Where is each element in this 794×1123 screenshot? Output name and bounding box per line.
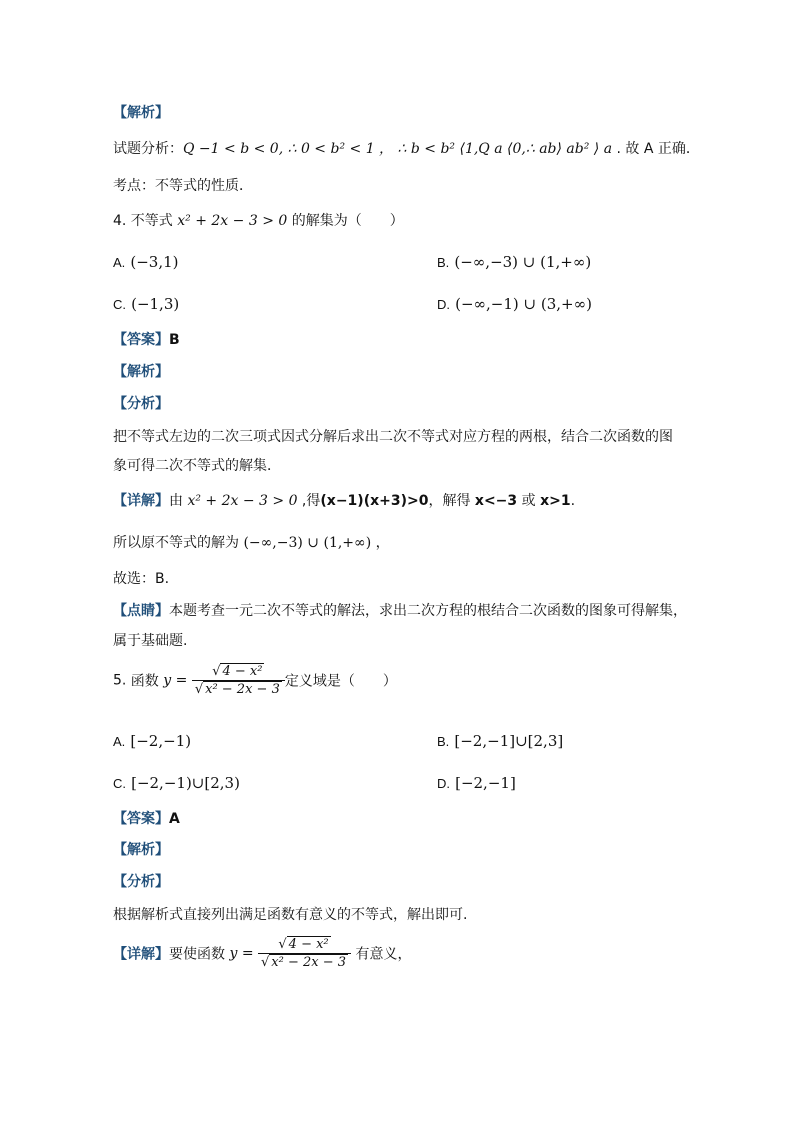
option-a[interactable] [113, 731, 191, 752]
option-letter: C. [113, 297, 126, 312]
dianjing-line-1 [113, 601, 687, 621]
analysis-math: Q −1 < b < 0, ∴ 0 < b² < 1 ， ∴ b < b² ⟨1,Q a ⟨0,∴ ab⟩ ab² ⟩ a [183, 141, 613, 157]
solution-text: 所以原不等式的解为 [113, 535, 244, 551]
sqrt-radicand: x² − 2x − 3 [271, 955, 347, 970]
xiangjie-text: 要使函数 [169, 946, 230, 963]
option-value: (−3,1) [130, 253, 179, 271]
xiangjie-text: 由 [169, 493, 188, 509]
option-c[interactable] [113, 294, 179, 315]
xiangjie-text: . [570, 493, 576, 509]
fraction-numerator: √ 4 − x² [212, 664, 263, 679]
xiangjie-line [113, 937, 411, 970]
section-tag-xiangjie: 【详解】 [113, 946, 169, 963]
y-equals: y = [163, 672, 188, 689]
section-tag-jiexi: 【解析】 [113, 364, 169, 380]
fenxi-text-line-2: 象可得二次不等式的解集． [113, 458, 281, 474]
sqrt-radicand: 4 − x² [222, 664, 263, 679]
option-value: [−2,−1) [130, 732, 192, 750]
option-value: (−∞,−3) ∪ (1,+∞) [454, 253, 592, 271]
solution-line [113, 533, 390, 553]
xiangjie-math: x² + 2x − 3 > 0 [187, 493, 298, 509]
option-d[interactable] [437, 294, 592, 315]
xiangjie-text: ，解得 [428, 493, 475, 509]
solution-math: (−∞,−3) ∪ (1,+∞) [243, 535, 372, 551]
question-5-stem [113, 664, 397, 697]
option-letter: B. [437, 255, 450, 270]
xiangjie-root-1: x<−3 [474, 493, 518, 509]
sqrt-radicand: 4 − x² [288, 937, 329, 952]
fraction [192, 664, 285, 697]
option-value: (−1,3) [131, 295, 180, 313]
analysis-line [113, 139, 700, 159]
option-letter: C. [113, 776, 126, 791]
option-value: [−2,−1)∪[2,3) [131, 774, 240, 792]
option-c[interactable] [113, 773, 240, 794]
xiangjie-line [113, 491, 575, 511]
fraction-numerator: √ 4 − x² [278, 937, 329, 952]
solution-text: ， [371, 535, 390, 551]
section-tag-fenxi: 【分析】 [113, 396, 169, 412]
xiangjie-factored: (x−1)(x+3)>0 [320, 493, 429, 509]
fraction [258, 937, 351, 970]
option-letter: A. [113, 734, 126, 749]
option-value: [−2,−1] [455, 774, 516, 792]
analysis-suffix: . 故 A 正确． [612, 141, 700, 157]
option-letter: D. [437, 776, 450, 791]
section-tag-dianjing: 【点睛】 [113, 603, 169, 619]
option-b[interactable] [437, 252, 591, 273]
choice-line: 故选：B. [113, 571, 170, 587]
answer-line [113, 330, 180, 350]
section-tag-jiexi: 【解析】 [113, 842, 169, 858]
analysis-prefix: 试题分析： [113, 141, 183, 157]
option-letter: B. [437, 734, 450, 749]
section-tag-jiexi: 【解析】 [113, 105, 169, 121]
question-number: 5. [113, 672, 127, 689]
option-value: (−∞,−1) ∪ (3,+∞) [455, 295, 592, 313]
option-b[interactable] [437, 731, 563, 752]
stem-text: 函数 [126, 673, 164, 690]
sqrt-radicand: x² − 2x − 3 [205, 682, 280, 697]
answer-value: B [169, 332, 180, 348]
section-tag-xiangjie: 【详解】 [113, 493, 169, 509]
xiangjie-text: 有意义， [351, 946, 412, 963]
dianjing-line-2: 属于基础题. [113, 633, 188, 649]
fraction-denominator: √ x² − 2x − 3 [192, 680, 285, 697]
option-value: [−2,−1]∪[2,3] [454, 732, 564, 750]
question-number: 4. [113, 213, 127, 229]
option-a[interactable] [113, 252, 179, 273]
kaodian-line: 考点：不等式的性质． [113, 178, 253, 194]
stem-text: 的解集为（ ） [287, 213, 404, 229]
stem-math: x² + 2x − 3 > 0 [177, 213, 288, 229]
section-tag-fenxi: 【分析】 [113, 874, 169, 890]
stem-text: 不等式 [126, 213, 178, 229]
answer-value: A [169, 811, 180, 827]
option-letter: A. [113, 255, 126, 270]
y-equals: y = [229, 945, 254, 962]
section-tag-answer: 【答案】 [113, 332, 169, 348]
answer-line [113, 809, 180, 829]
option-d[interactable] [437, 773, 516, 794]
fenxi-text: 根据解析式直接列出满足函数有意义的不等式，解出即可. [113, 907, 468, 923]
dianjing-text: 本题考查一元二次不等式的解法，求出二次方程的根结合二次函数的图象可得解集， [169, 603, 687, 619]
question-4-stem [113, 211, 404, 231]
fraction-denominator: √ x² − 2x − 3 [258, 953, 351, 970]
section-tag-answer: 【答案】 [113, 811, 169, 827]
xiangjie-text: ,得 [297, 493, 321, 509]
fenxi-text-line-1: 把不等式左边的二次三项式因式分解后求出二次不等式对应方程的两根，结合二次函数的图 [113, 429, 673, 445]
xiangjie-root-2: x>1 [540, 493, 571, 509]
stem-text: 定义域是（ ） [284, 673, 397, 690]
xiangjie-text: 或 [517, 493, 541, 509]
option-letter: D. [437, 297, 450, 312]
